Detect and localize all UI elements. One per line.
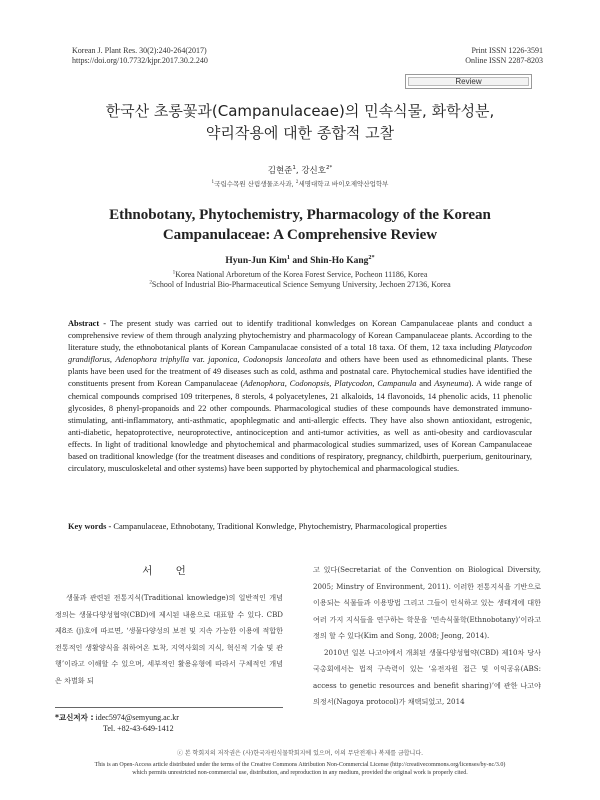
journal-citation: Korean J. Plant Res. 30(2):240-264(2017) xyxy=(72,46,207,55)
body-column-left xyxy=(55,562,283,689)
abstract-text: var. xyxy=(189,355,209,365)
keywords-label: Key words - xyxy=(68,522,112,531)
abstract-genus: Platycodon xyxy=(334,379,373,389)
license-line-1: This is an Open-Access article distributed under the terms of the Creative Commons Attribution Non-Commercial License (http://creativecommons.org/licenses/by-nc/3.0) xyxy=(94,762,506,768)
english-author-and: and xyxy=(290,256,311,266)
footnote-email[interactable]: idec5974@semyung.ac.kr xyxy=(93,713,179,722)
korean-affiliations xyxy=(40,179,560,188)
english-affil-1: Korea National Arboretum of the Korea Forest Service, Pocheon 11186, Korea xyxy=(175,270,428,279)
abstract-text: The present study was carried out to identify traditional konwledges on Korean Campanulaceae plants and conduct a comprehensive review of them through analyzing phytochemistry and pharmacology of Korean Campanulaceae plants. According to the literature study, the ethnobotanical plants of Korean Campanulacae consisted of a total 18 taxa. Of them, 12 taxa including xyxy=(68,319,532,353)
korean-author-1-sup: 1 xyxy=(292,165,296,172)
abstract-text: ). A wide range of chemical compounds comprised 109 triterpenes, 8 sterols, 4 polyacetylenes, 21 alkaloids, 14 flavonoids, 14 phenolic acids, 11 phenolic glycosides, 8 phenyl-propanoids and 22 other compounds. Pharmacological studies of these compounds have demonstrated immuno-stimulating, anti-inflammatory, anti-asthmatic, apophlegmatic and anti-allergic effects. They have also shown antioxidant, estrogenic, anti-diabetic, hepatoprotective, neuroprotective, antinociception and anti-tumor activities, as well as anti-obesity and cardiovascular effects. In light of traditional knowledge and phytochemical and pharmacological studies summarized, uses of Korean Campanulaceae based on traditional knowledge (for the treatment diseases and conditions of respiratory, pregnancy, childbirth, puerperium, genitourinary, circulatory, musculoskeletal and other systems) have been supported by phytochemical and pharmacological studies. xyxy=(68,379,533,474)
korean-title-line2: 약리작용에 대한 종합적 고찰 xyxy=(205,124,395,142)
english-affil-2: School of Industrial Bio-Pharmaceutical Science Semyung University, Jechoen 27136, Korea xyxy=(151,280,451,289)
copyright-notice: ⓒ 본 학회지의 저작권은 (사)한국자원식물학회지에 있으며, 이의 무단전재나 복제를 금합니다. xyxy=(176,750,424,757)
english-authors xyxy=(40,256,560,266)
english-title-line1: Ethnobotany, Phytochemistry, Pharmacology of the Korean xyxy=(109,207,491,223)
korean-author-2: 강신호 xyxy=(301,166,326,176)
corresponding-author-footnote xyxy=(55,712,179,734)
abstract-genus: Adenophora xyxy=(243,379,285,389)
english-author-2: Shin-Ho Kang xyxy=(310,256,369,266)
korean-title-line1: 한국산 초롱꽃과(Campanulaceae)의 민속식물, 화학성분, xyxy=(105,102,495,120)
english-affil-2-line xyxy=(40,280,560,290)
license-line-2: which permits unrestricted non-commercial use, distribution, and reproduction in any medium, provided the original work is properly cited. xyxy=(132,769,468,776)
abstract xyxy=(68,318,532,475)
korean-affil-2: 세명대학교 바이오제약산업학부 xyxy=(298,180,389,188)
abstract-species: Platycodon grandiflorus xyxy=(68,343,532,365)
english-author-1-sup: 1 xyxy=(286,254,290,261)
intro-paragraph-1: 생물과 관련된 전통지식(Traditional knowledge)의 일반적인 개념정의는 생물다양성협약(CBD)에 제시된 내용으로 대표할 수 있다. CBD 제8조 (j)호에 따르면, ‘생물다양성의 보전 및 지속 가능한 이용에 적합한 전통적인 생활양식을 취하여온 토착, 지역사회의 지식, 혁신적 기술 및 관행’이라고 이해할 수 있으며, 세부적인 활용유형에 따라서 구체적인 개념은 차별화 되 xyxy=(55,593,283,685)
abstract-text: , xyxy=(284,379,290,389)
section-heading-introduction: 서 언 xyxy=(142,565,196,577)
license-notice xyxy=(40,762,560,777)
korean-title xyxy=(40,100,560,144)
intro-paragraph-2: 2010년 일본 나고야에서 개최된 생물다양성협약(CBD) 제10차 당사국총회에서는 법적 구속력이 있는 ‘유전자원 접근 및 이익공유(ABS: access to genetic resources and benefit sharing)’에 관한 나고야의정서(Nagoya protocol)가 채택되었고, 2014 xyxy=(313,647,541,706)
english-author-2-sup: 2* xyxy=(368,254,375,261)
korean-affil-1: 국립수목원 산림생물조사과, xyxy=(214,180,296,188)
korean-affil-1-sup: 1 xyxy=(211,178,215,184)
abstract-genus: Asyneuma xyxy=(434,379,469,389)
abstract-text: and others have been used as ethnomedicinal plants. These plants have been used for the treatment of 49 diseases such as cold, asthma and postnatal care. Phytochemical studies have identified the constituents present from Korean Campanulaceae ( xyxy=(68,355,532,389)
online-issn: Online ISSN 2287-8203 xyxy=(465,56,543,65)
korean-affil-2-sup: 2 xyxy=(295,178,299,184)
abstract-genus: Campanula xyxy=(377,379,417,389)
body-column-right xyxy=(313,562,541,711)
english-affiliations xyxy=(40,270,560,290)
keywords xyxy=(68,522,532,531)
abstract-label: Abstract - xyxy=(68,319,106,328)
english-affil-1-sup: 1 xyxy=(172,269,176,276)
journal-header-left xyxy=(72,46,208,66)
english-author-1: Hyun-Jun Kim xyxy=(225,256,287,266)
korean-author-2-sup: 2* xyxy=(325,165,333,172)
english-title xyxy=(40,205,560,245)
footnote-divider xyxy=(55,707,283,708)
abstract-species: Adenophora triphylla xyxy=(115,355,190,365)
doi-link[interactable]: https://doi.org/10.7732/kjpr.2017.30.2.240 xyxy=(72,56,208,65)
article-type-badge: Review xyxy=(405,74,532,89)
abstract-text: , xyxy=(237,355,243,365)
korean-authors xyxy=(40,164,560,176)
abstract-text: , xyxy=(329,379,335,389)
english-title-line2: Campanulaceae: A Comprehensive Review xyxy=(162,227,438,243)
korean-author-1: 김현준 xyxy=(267,166,293,176)
footnote-tel: Tel. +82-43-649-1412 xyxy=(103,724,174,733)
english-affil-1-line xyxy=(40,270,560,280)
abstract-genus: Codonopsis xyxy=(289,379,330,389)
abstract-species: japonica xyxy=(208,355,238,365)
korean-author-separator: , xyxy=(295,166,302,176)
abstract-species: Codonopsis lanceolata xyxy=(242,355,322,365)
abstract-text: and xyxy=(416,379,435,389)
print-issn: Print ISSN 1226-3591 xyxy=(471,46,543,55)
journal-header-right xyxy=(465,46,543,66)
intro-paragraph-1-continued: 고 있다(Secretariat of the Convention on Biological Diversity, 2005; Minstry of Environment, 2011). 이러한 전통지식을 기반으로 이용되는 식물들과 이용방법 그리고 그들이 인식하고 있는 생태계에 대한 여러 가지 지식들을 연구하는 학문을 ‘민속식물학(Ethnobotany)’이라고 정의 할 수 있다(Kim and Song, 2008; Jeong, 2014). xyxy=(313,565,541,640)
keywords-text: Campanulaceae, Ethnobotany, Traditional Konwledge, Phytochemistry, Pharmacological properties xyxy=(111,522,447,531)
abstract-text: , xyxy=(109,355,116,365)
english-affil-2-sup: 2 xyxy=(149,279,152,286)
abstract-text: , xyxy=(372,379,378,389)
footnote-label: *교신저자 : xyxy=(55,713,94,722)
